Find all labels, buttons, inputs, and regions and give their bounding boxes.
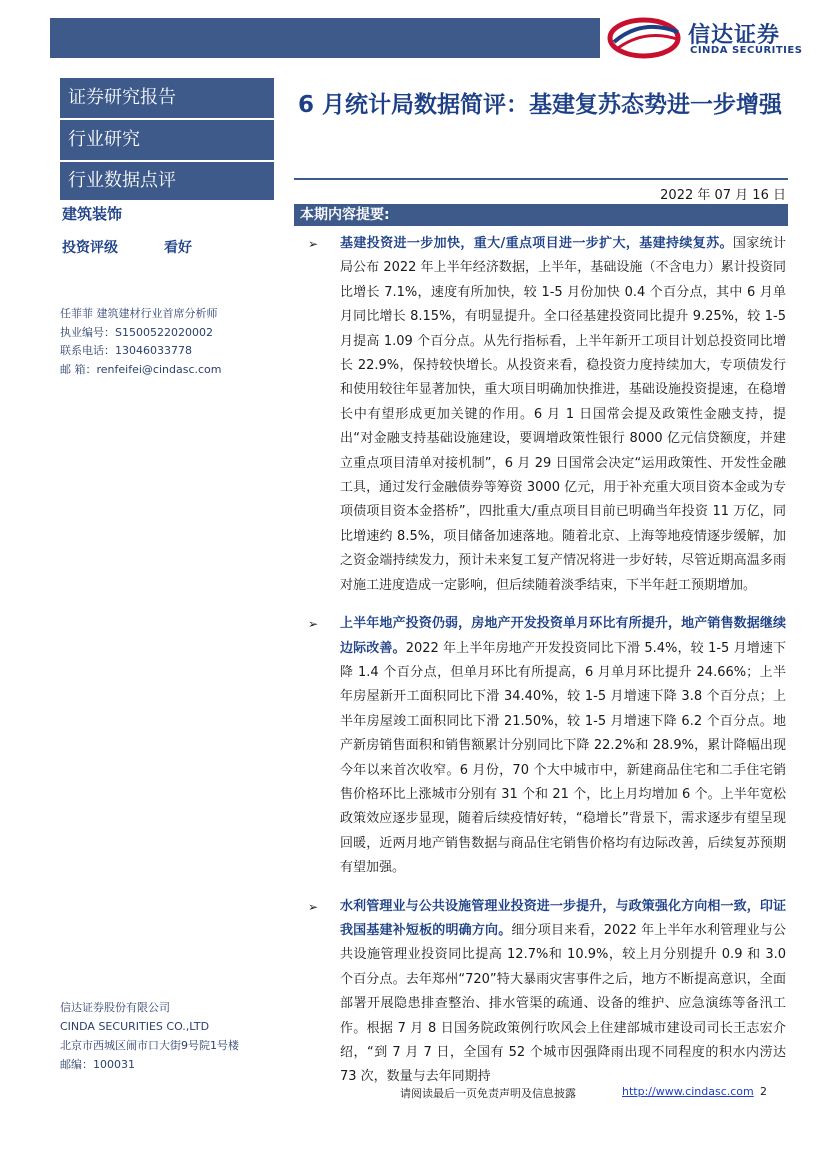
- report-subcategory-label: 行业数据点评: [60, 162, 274, 200]
- summary-bullets: [300, 232, 786, 1090]
- analyst-phone: 联系电话：13046033778: [60, 344, 192, 357]
- logo-chinese-name: 信达证券: [688, 23, 781, 48]
- company-info: [60, 998, 239, 1074]
- analyst-info: [60, 305, 221, 379]
- bullet-lead: 水利管理业与公共设施管理业投资进一步提升，与政策强化方向相一致，印证我国基建补短板的明确方向。: [340, 898, 786, 938]
- analyst-license: 执业编号：S1500522020002: [60, 325, 213, 339]
- report-date: 2022 年 07 月 16 日: [660, 188, 786, 203]
- rating-value: 看好: [164, 240, 192, 256]
- bullet-arrow-icon: ➢: [308, 617, 319, 632]
- footer-disclaimer: 请阅读最后一页免责声明及信息披露: [400, 1087, 576, 1100]
- cinda-logo-icon: [606, 14, 686, 60]
- bullet-arrow-icon: ➢: [308, 237, 319, 251]
- sidebar: [60, 75, 274, 1075]
- rating-label: 投资评级: [62, 240, 118, 256]
- bullet-arrow-icon: ➢: [308, 899, 319, 914]
- industry-name: 建筑装饰: [62, 205, 123, 223]
- analyst-email: 邮 箱：renfeifei@cindasc.com: [60, 362, 222, 376]
- list-item: [300, 612, 786, 880]
- company-postcode: 邮编：100031: [60, 1058, 135, 1071]
- company-name-en: CINDA SECURITIES CO.,LTD: [60, 1020, 210, 1033]
- list-item: [300, 895, 786, 1090]
- report-type-label: 证券研究报告: [60, 78, 274, 118]
- bullet-lead: 基建投资进一步加快，重大/重点项目进一步扩大，基建持续复苏。: [340, 236, 733, 251]
- analyst-name: 任菲菲 建筑建材行业首席分析师: [60, 307, 218, 320]
- report-category-label: 行业研究: [60, 120, 274, 160]
- header-bar: [50, 18, 600, 58]
- bullet-body: 国家统计局公布 2022 年上半年经济数据，上半年，基础设施（不含电力）累计投资同比增长 7.1%，速度有所加快，较 1-5 月份加快 0.4 个百分点，其中 6 月单月同比增长 8.15%，有明显提升。全口径基建投资同比提升 9.25%，较 1-5 月提高 1.09 个百分点。从先行指标看，上半年新开工项目计划总投资同比增长 22.9%，保持较快增长。从投资来看，稳投资力度持续加大，专项债发行和使用较往年显著加快，重大项目明确加快推进，基础设施投资提速，在稳增长中有望形成更加关键的作用。6 月 1 日国常会提及政策性金融支持，提出“对金融支持基础设施建设，要调增政策性银行 8000 亿元信贷额度，并建立重点项目清单对接机制”，6 月 29 日国常会决定“运用政策性、开发性金融工具，通过发行金融债券等筹资 3000 亿元，用于补充重大项目资本金或为专项债项目资本金搭桥”，四批重大/重点项目目前已明确当年投资 11 万亿，同比增速约 8.5%，项目储备加速落地。随着北京、上海等地疫情逐步缓解，加之资金端持续发力，预计未来复工复产情况将进一步好转，尽管近期高温多雨对施工进度造成一定影响，但后续随着淡季结束，下半年赶工预期增加。: [340, 236, 786, 593]
- company-address: 北京市西城区闹市口大街9号院1号楼: [60, 1039, 239, 1052]
- website-link[interactable]: http://www.cindasc.com: [622, 1085, 754, 1098]
- cinda-logo: [606, 14, 806, 60]
- report-title: 6 月统计局数据简评：基建复苏态势进一步增强: [298, 92, 783, 118]
- logo-english-name: CINDA SECURITIES: [690, 45, 803, 56]
- list-item: [300, 232, 786, 598]
- bullet-body: 细分项目来看，2022 年上半年水利管理业与公共设施管理业投资同比提高 12.7%和 10.9%，较上月分别提升 0.9 和 3.0 个百分点。去年郑州“720”特大暴雨灾害事件之后，地方不断提高意识，全面部署开展隐患排查整治、排水管渠的疏通、设备的维护、应急演练等备汛工作。根据 7 月 8 日国务院政策例行吹风会上住建部城市建设司司长王志宏介绍，“到 7 月 7 日，全国有 52 个城市因强降雨出现不同程度的积水内涝达 73 次，数量与去年同期持: [340, 922, 786, 1085]
- title-divider: [294, 178, 788, 180]
- page-number: 2: [760, 1085, 767, 1098]
- bullet-lead: 上半年地产投资仍弱，房地产开发投资单月环比有所提升，地产销售数据继续边际改善。: [340, 616, 786, 656]
- summary-heading: 本期内容提要:: [294, 204, 788, 226]
- company-name-cn: 信达证券股份有限公司: [60, 1001, 170, 1014]
- bullet-body: 2022 年上半年房地产开发投资同比下滑 5.4%，较 1-5 月增速下降 1.4 个百分点，但单月环比有所提高，6 月单月环比提升 24.66%；上半年房屋新开工面积同比下滑 34.40%，较 1-5 月增速下降 3.8 个百分点；上半年房屋竣工面积同比下滑 21.50%，较 1-5 月增速下降 6.2 个百分点。地产新房销售面积和销售额累计分别同比下降 22.2%和 28.9%，累计降幅出现今年以来首次收窄。6 月份，70 个大中城市中，新建商品住宅和二手住宅销售价格环比上涨城市分别有 31 个和 21 个，比上月均增加 6 个。上半年宽松政策效应逐步显现，随着后续疫情好转，“稳增长”背景下，需求逐步有望呈现回暖，近两月地产销售数据与商品住宅销售价格均有边际改善，后续复苏预期有望加强。: [340, 640, 786, 876]
